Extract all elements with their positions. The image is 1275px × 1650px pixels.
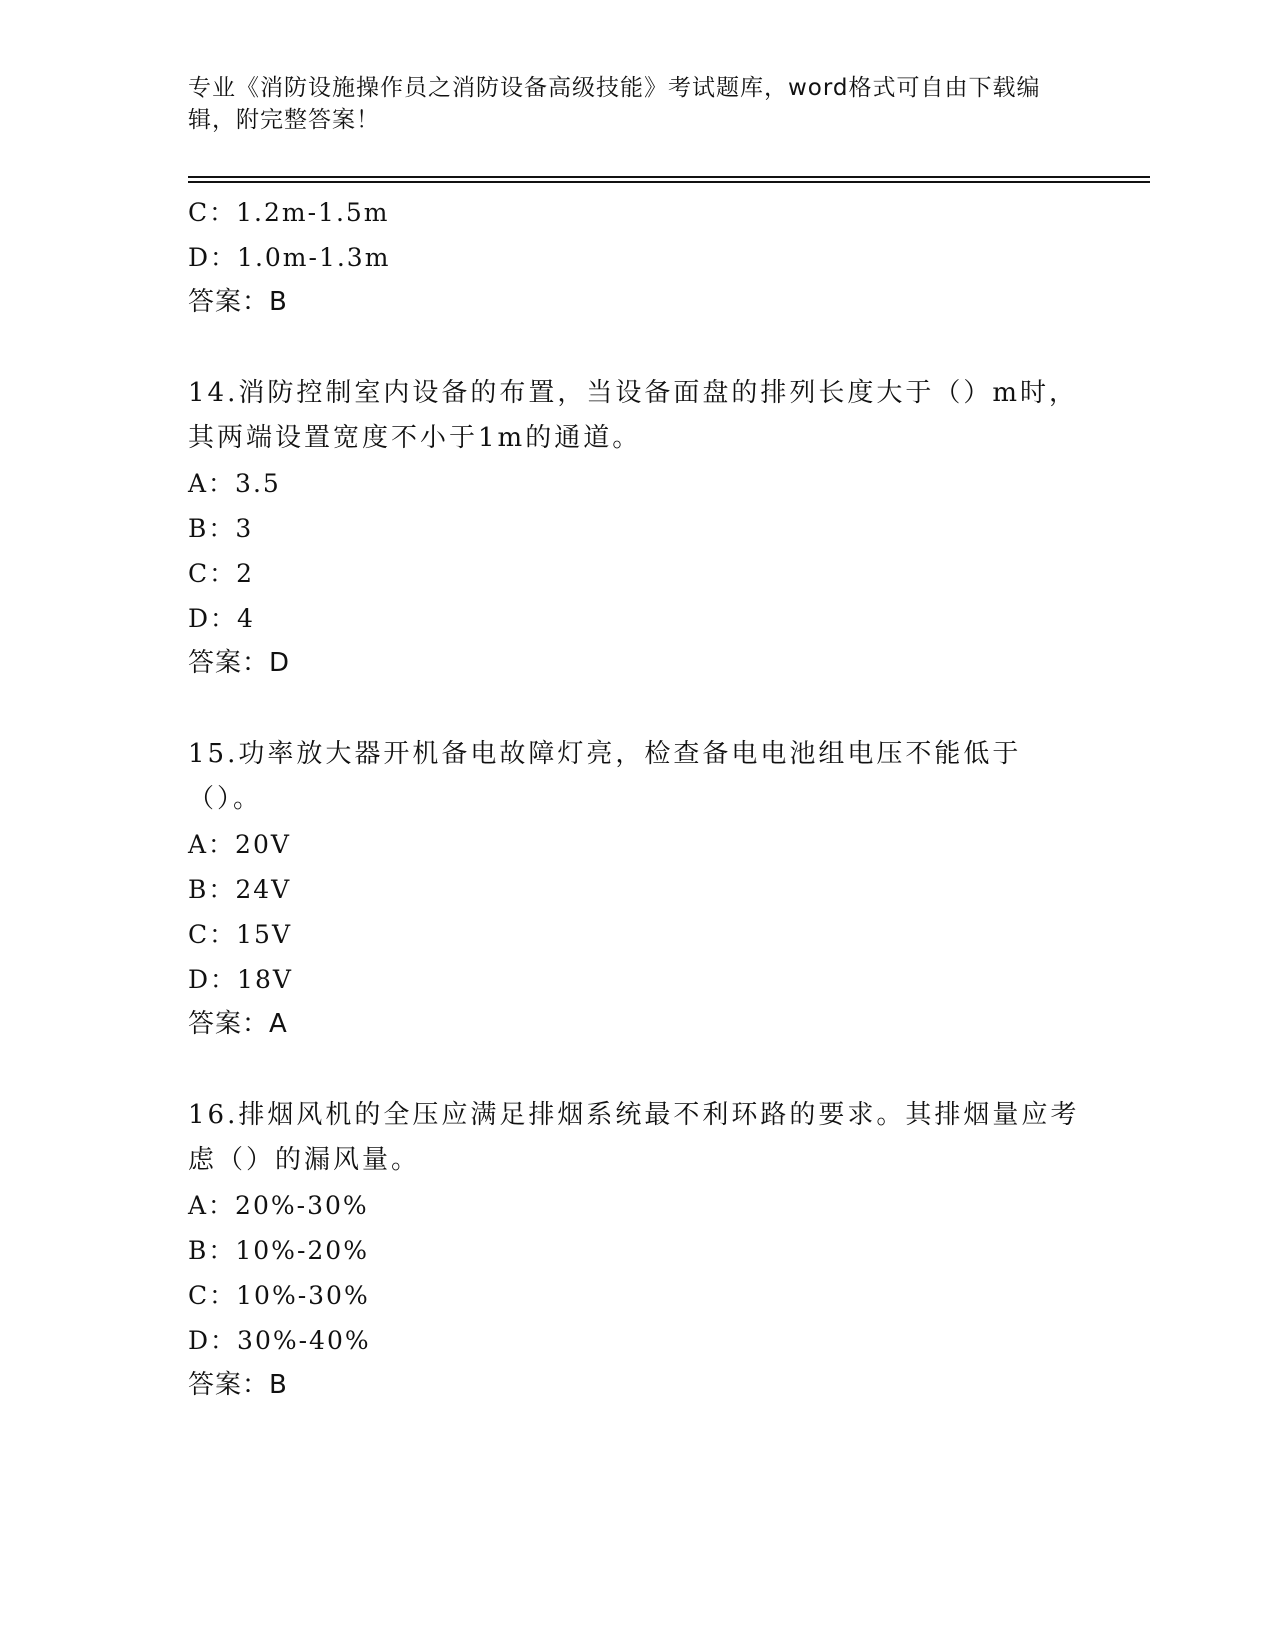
option-d: D：18V [188, 965, 293, 994]
header-rule-bottom [188, 181, 1150, 183]
option-d: D：1.0m-1.3m [188, 243, 391, 272]
option-b: B：3 [188, 514, 254, 543]
option-c: C：15V [188, 920, 292, 949]
answer-line: 答案：A [188, 1009, 288, 1039]
question-16 [188, 1093, 1088, 1408]
answer-line: 答案：B [188, 1370, 288, 1400]
option-c: C：10%-30% [188, 1281, 370, 1310]
question-text: 14.消防控制室内设备的布置，当设备面盘的排列长度大于（）m时，其两端设置宽度不小于1m的通道。 [188, 378, 1079, 453]
header-rule-top [188, 176, 1150, 178]
option-b: B：10%-20% [188, 1236, 369, 1265]
option-c: C：2 [188, 559, 255, 588]
option-b: B：24V [188, 875, 292, 904]
option-d: D：4 [188, 604, 255, 633]
option-d: D：30%-40% [188, 1326, 371, 1355]
question-text: 16.排烟风机的全压应满足排烟系统最不利环路的要求。其排烟量应考虑（）的漏风量。 [188, 1100, 1080, 1175]
question-list [188, 190, 1088, 1408]
document-header: 专业《消防设施操作员之消防设备高级技能》考试题库，word格式可自由下载编辑，附完整答案！ [188, 75, 1041, 133]
option-a: A：20%-30% [188, 1191, 369, 1220]
question-14 [188, 371, 1088, 686]
option-c: C：1.2m-1.5m [188, 198, 390, 227]
question-text: 15.功率放大器开机备电故障灯亮，检查备电电池组电压不能低于（）。 [188, 739, 1022, 814]
answer-line: 答案：D [188, 648, 291, 678]
question-15 [188, 732, 1088, 1047]
option-a: A：3.5 [188, 469, 281, 498]
answer-line: 答案：B [188, 287, 288, 317]
question-13-tail [188, 190, 1088, 325]
option-a: A：20V [188, 830, 291, 859]
